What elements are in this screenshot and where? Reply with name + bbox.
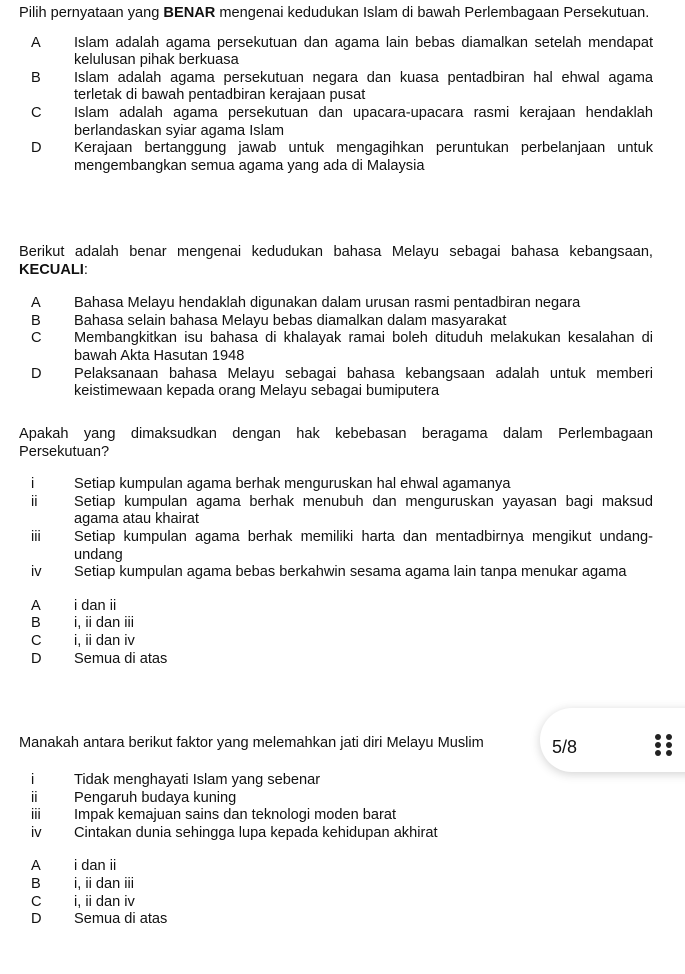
statement-iv: iv Cintakan dunia sehingga lupa kepada kehidupan akhirat [31,824,438,841]
statement-iii: iii Setiap kumpulan agama berhak memiliki harta dan mentadbirnya mengikut undang-undang [31,528,653,563]
option-c[interactable]: C i, ii dan iv [31,632,135,649]
option-c[interactable]: C Membangkitkan isu bahasa di khalayak ramai boleh dituduh melakukan kesalahan di bawah Akta Hasutan 1948 [31,330,653,364]
question-3-stem: Apakah yang dimaksudkan dengan hak kebebasan beragama dalam Perlembagaan Persekutuan? [19,426,653,460]
page-indicator: 5/8 [552,737,578,757]
question-2 [19,244,653,401]
question-4-body [19,772,653,929]
statement-ii: ii Pengaruh budaya kuning [31,789,237,806]
question-4 [19,735,539,753]
question-3 [19,426,653,668]
statement-ii: ii Setiap kumpulan agama berhak menubuh dan menguruskan yayasan bagi maksud agama atau khairat [31,493,653,528]
question-4-stem: Manakah antara berikut faktor yang melemahkan jati diri Melayu Muslim [19,735,484,751]
question-1-stem: Pilih pernyataan yang BENAR mengenai kedudukan Islam di bawah Perlembagaan Persekutuan. [19,5,650,21]
option-c[interactable]: C i, ii dan iv [31,893,135,910]
question-1 [19,5,653,175]
option-b[interactable]: B Bahasa selain bahasa Melayu bebas diamalkan dalam masyarakat [31,312,507,329]
statement-i: i Tidak menghayati Islam yang sebenar [31,772,321,788]
question-2-stem: Berikut adalah benar mengenai kedudukan bahasa Melayu sebagai bahasa kebangsaan, KECUALI: [19,244,653,278]
option-a[interactable]: A i dan ii [31,858,117,875]
option-b[interactable]: B i, ii dan iii [31,615,135,632]
statement-iv: iv Setiap kumpulan agama bebas berkahwin sesama agama lain tanpa menukar agama [31,564,627,581]
option-a[interactable]: A Islam adalah agama persekutuan dan agama lain bebas diamalkan setelah mendapat kelulusan pihak berkuasa [31,34,653,69]
option-d[interactable]: D Semua di atas [31,650,168,667]
statement-iii: iii Impak kemajuan sains dan teknologi moden barat [31,807,397,824]
option-a[interactable]: A i dan ii [31,597,117,614]
option-d[interactable]: D Semua di atas [31,911,168,928]
option-c[interactable]: C Islam adalah agama persekutuan dan upacara-upacara rasmi kerajaan hendaklah berlandaskan syiar agama Islam [31,104,653,139]
option-a[interactable]: A Bahasa Melayu hendaklah digunakan dalam urusan rasmi pentadbiran negara [31,295,581,312]
option-d[interactable]: D Kerajaan bertanggung jawab untuk mengagihkan peruntukan perbelanjaan untuk mengembangkan semua agama yang ada di Malaysia [31,140,653,174]
statement-i: i Setiap kumpulan agama berhak menguruskan hal ehwal agamanya [31,476,511,493]
option-d[interactable]: D Pelaksanaan bahasa Melayu sebagai bahasa kebangsaan adalah untuk memberi keistimewaan kepada orang Melayu sebagai bumiputera [31,365,653,400]
option-b[interactable]: B Islam adalah agama persekutuan negara dan kuasa pentadbiran hal ehwal agama terletak di bawah pentadbiran kerajaan pusat [31,69,653,104]
grid-dots-icon[interactable] [652,731,676,757]
option-b[interactable]: B i, ii dan iii [31,875,135,892]
